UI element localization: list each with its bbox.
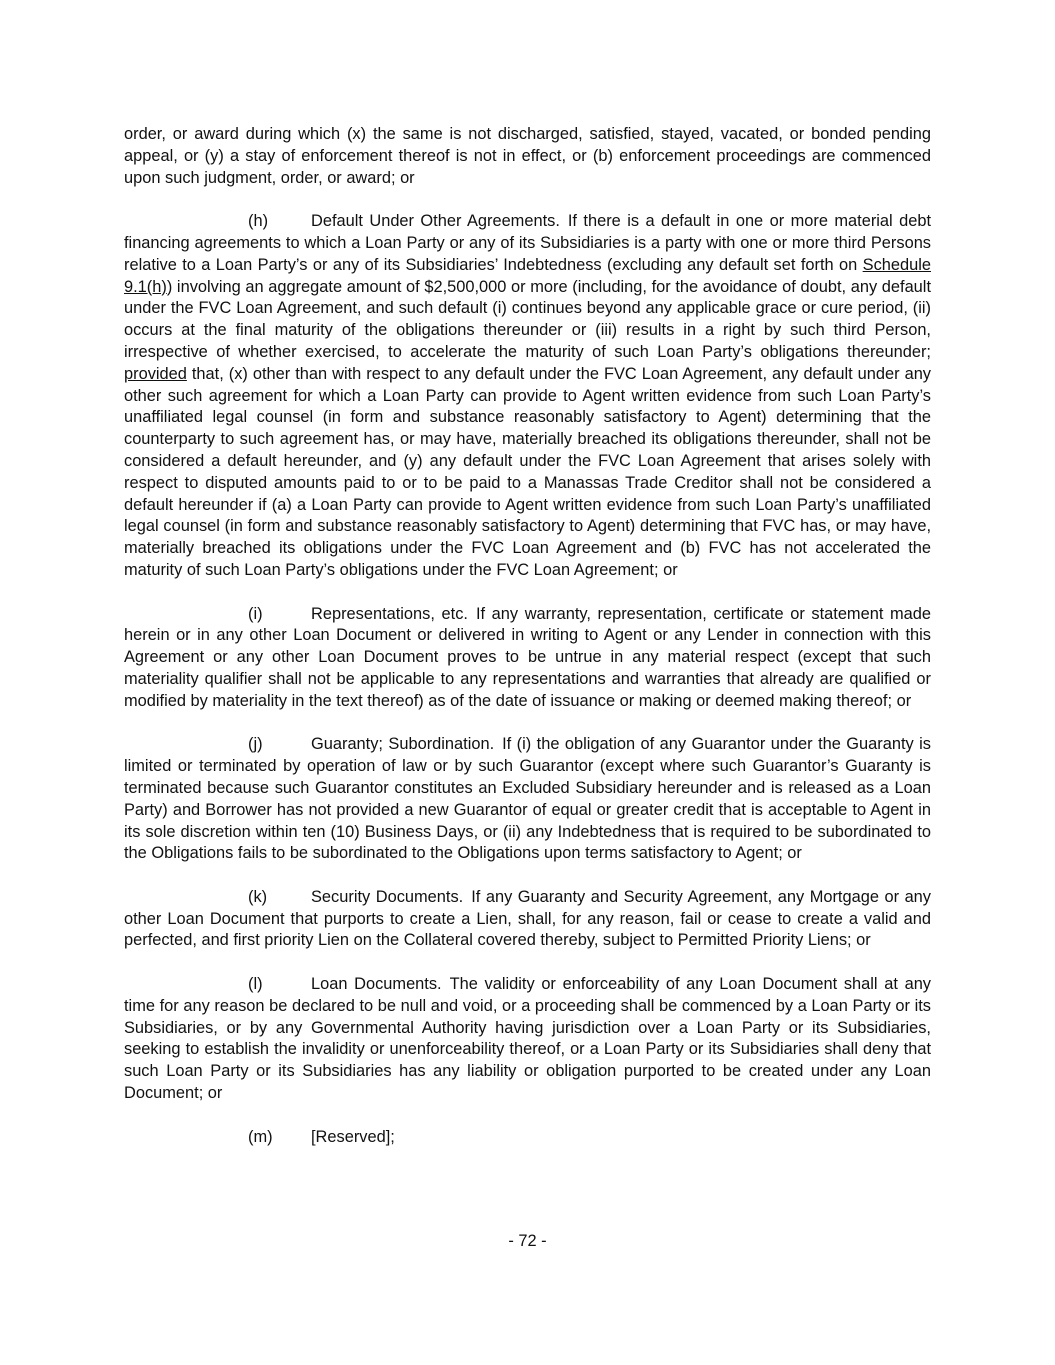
section-l-heading: Loan Documents.: [311, 975, 442, 994]
section-k-body: If any Guaranty and Security Agreement, any Mortgage or any other Loan Document that purports to create a Lien, shall, for any reason, fail or cease to create a valid and perfected, and first priority Lien on the Collateral covered thereby, subject to Permitted Priority Liens; or: [124, 887, 931, 950]
section-h-body-start: If there is a default in one or more material debt financing agreements to which a Loan Party or any of its Subsidiaries is a party with one or more third Persons relative to a Loan Party’s or any of its Subsidiaries’ Indebtedness (excluding any default set forth on: [124, 212, 932, 274]
section-l-body: The validity or enforceability of any Loan Document shall at any time for any reason be declared to be null and void, or a proceeding shall be commenced by a Loan Party or its Subsidiaries, or by any Governmental Authority having jurisdiction over a Loan Party or its Subsidiaries, seeking to establish the invalidity or unenforceability thereof, or a Loan Party or its Subsidiaries shall deny that such Loan Party or its Subsidiaries has any liability or obligation purported to be created under any Loan Document; or: [124, 975, 932, 1103]
section-j-heading: Guaranty; Subordination.: [311, 735, 495, 754]
section-l: [124, 974, 931, 1105]
section-j-marker: (j): [248, 735, 263, 754]
section-h-marker: (h): [248, 212, 269, 231]
section-l-marker: (l): [248, 975, 263, 994]
section-k: [124, 887, 931, 952]
page-number: - 72 -: [508, 1232, 547, 1250]
schedule-link: Schedule 9.1(h): [124, 255, 931, 296]
section-i-heading: Representations, etc.: [311, 604, 468, 623]
section-j: [124, 734, 931, 865]
section-j-body: If (i) the obligation of any Guarantor under the Guaranty is limited or terminated by operation of law or by such Guarantor (except where such Guarantor’s Guaranty is terminated because such Guarantor constitutes an Excluded Subsidiary hereunder and is released as a Loan Party) and Borrower has not provided a new Guarantor of equal or greater credit that is acceptable to Agent in its sole discretion within ten (10) Business Days, or (ii) any Indebtedness that is required to be subordinated to the Obligations fails to be subordinated to the Obligations upon terms satisfactory to Agent; or: [124, 735, 931, 863]
section-m-heading: [Reserved];: [311, 1127, 395, 1146]
section-k-heading: Security Documents.: [311, 887, 464, 906]
intro-paragraph: order, or award during which (x) the same is not discharged, satisfied, stayed, vacated, or bonded pending appeal, or (y) a stay of enforcement thereof is not in effect, or (b) enforcement proceedings are commenced upon such judgment, order, or award; or: [124, 125, 931, 187]
provided-term: provided: [124, 364, 187, 383]
section-h-heading: Default Under Other Agreements.: [311, 212, 560, 231]
section-m: [124, 1127, 931, 1149]
section-k-marker: (k): [248, 887, 268, 906]
document-page: [124, 124, 931, 1148]
section-h: [124, 211, 931, 582]
section-i-marker: (i): [248, 604, 263, 623]
section-i: [124, 604, 931, 713]
section-h-body-end: that, (x) other than with respect to any default under the FVC Loan Agreement, any default under any other such agreement for which a Loan Party can provide to Agent written evidence from such Loan Party’s unaffiliated legal counsel (in form and substance reasonably satisfactory to Agent) determining that the counterparty to such agreement has, or may have, materially breached its obligations thereunder, shall not be considered a default hereunder, and (y) any default under the FVC Loan Agreement that arises solely with respect to disputed amounts paid to or to be paid to a Manassas Trade Creditor shall not be considered a default hereunder if (a) a Loan Party can provide to Agent written evidence from such Loan Party’s unaffiliated legal counsel (in form and substance reasonably satisfactory to Agent) determining that FVC has, or may have, materially breached its obligations under the FVC Loan Agreement and (b) FVC has not accelerated the maturity of such Loan Party’s obligations under the FVC Loan Agreement; or: [124, 364, 931, 579]
section-m-marker: (m): [248, 1127, 273, 1146]
section-h-body-middle: ) involving an aggregate amount of $2,500,000 or more (including, for the avoidance of doubt, any default under the FVC Loan Agreement, and such default (i) continues beyond any applicable grace or cure period, (ii) occurs at the final maturity of the obligations thereunder or (iii) results in a right by such third Person, irrespective of whether exercised, to accelerate the maturity of such Loan Party’s obligations thereunder;: [124, 277, 931, 361]
section-i-body: If any warranty, representation, certificate or statement made herein or in any other Loan Document or delivered in writing to Agent or any Lender in connection with this Agreement or any other Loan Document proves to be untrue in any material respect (except that such materiality qualifier shall not be applicable to any representations and warranties that already are qualified or modified by materiality in the text thereof) as of the date of issuance or making or deemed making thereof; or: [124, 604, 931, 710]
